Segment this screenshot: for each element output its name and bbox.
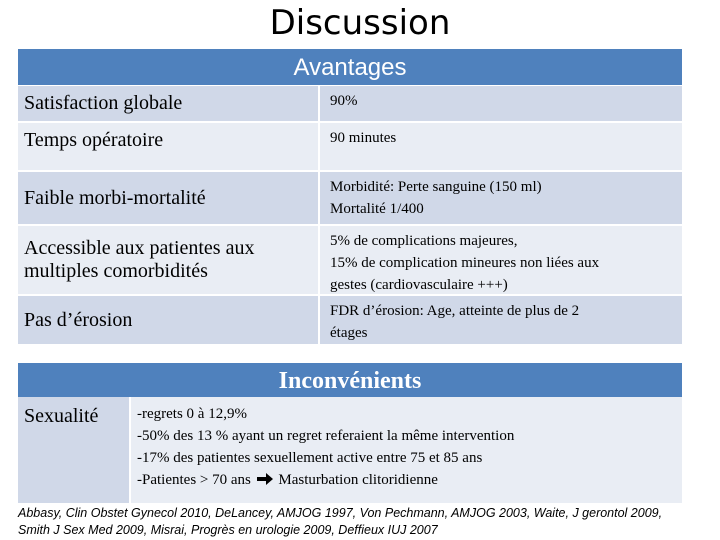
detail-line: -Patientes > 70 ans Masturbation clitoridienne <box>137 472 438 488</box>
detail-line: -17% des patientes sexuellement active entre 75 et 85 ans <box>137 450 483 466</box>
disadvantage-row <box>18 397 682 503</box>
advantage-label: Accessible aux patientes aux multiples comorbidités <box>18 226 320 296</box>
right-arrow-icon <box>257 472 273 486</box>
advantage-row <box>18 86 682 123</box>
disadvantage-label: Sexualité <box>18 397 131 503</box>
advantage-value: FDR d’érosion: Age, atteinte de plus de 2 étages <box>320 296 682 346</box>
advantage-row <box>18 123 682 172</box>
advantage-row <box>18 172 682 226</box>
disadvantages-header: Inconvénients <box>18 363 682 398</box>
detail-line: -50% des 13 % ayant un regret referaient la même intervention <box>137 428 515 444</box>
advantage-label: Pas d’érosion <box>18 296 320 346</box>
detail-line: -regrets 0 à 12,9% <box>137 406 247 422</box>
references: Abbasy, Clin Obstet Gynecol 2010, DeLancey, AMJOG 1997, Von Pechmann, AMJOG 2003, Waite, J gerontol 2009, Smith J Sex Med 2009, Misrai, Progrès en urologie 2009, Deffieux IUJ 2007 <box>18 506 663 537</box>
advantage-value: 90% <box>320 86 682 123</box>
advantage-value: Morbidité: Perte sanguine (150 ml) Mortalité 1/400 <box>320 172 682 226</box>
advantage-label: Satisfaction globale <box>18 86 320 123</box>
advantage-value: 5% de complications majeures, 15% de complication mineures non liées aux gestes (cardiovasculaire +++) <box>320 226 682 296</box>
advantage-label: Faible morbi-mortalité <box>18 172 320 226</box>
advantage-row <box>18 296 682 346</box>
slide-title: Discussion <box>269 3 451 43</box>
advantages-header: Avantages <box>18 49 682 86</box>
disadvantage-details <box>131 397 682 503</box>
advantage-row <box>18 226 682 296</box>
advantage-value: 90 minutes <box>320 123 682 172</box>
advantage-label: Temps opératoire <box>18 123 320 172</box>
